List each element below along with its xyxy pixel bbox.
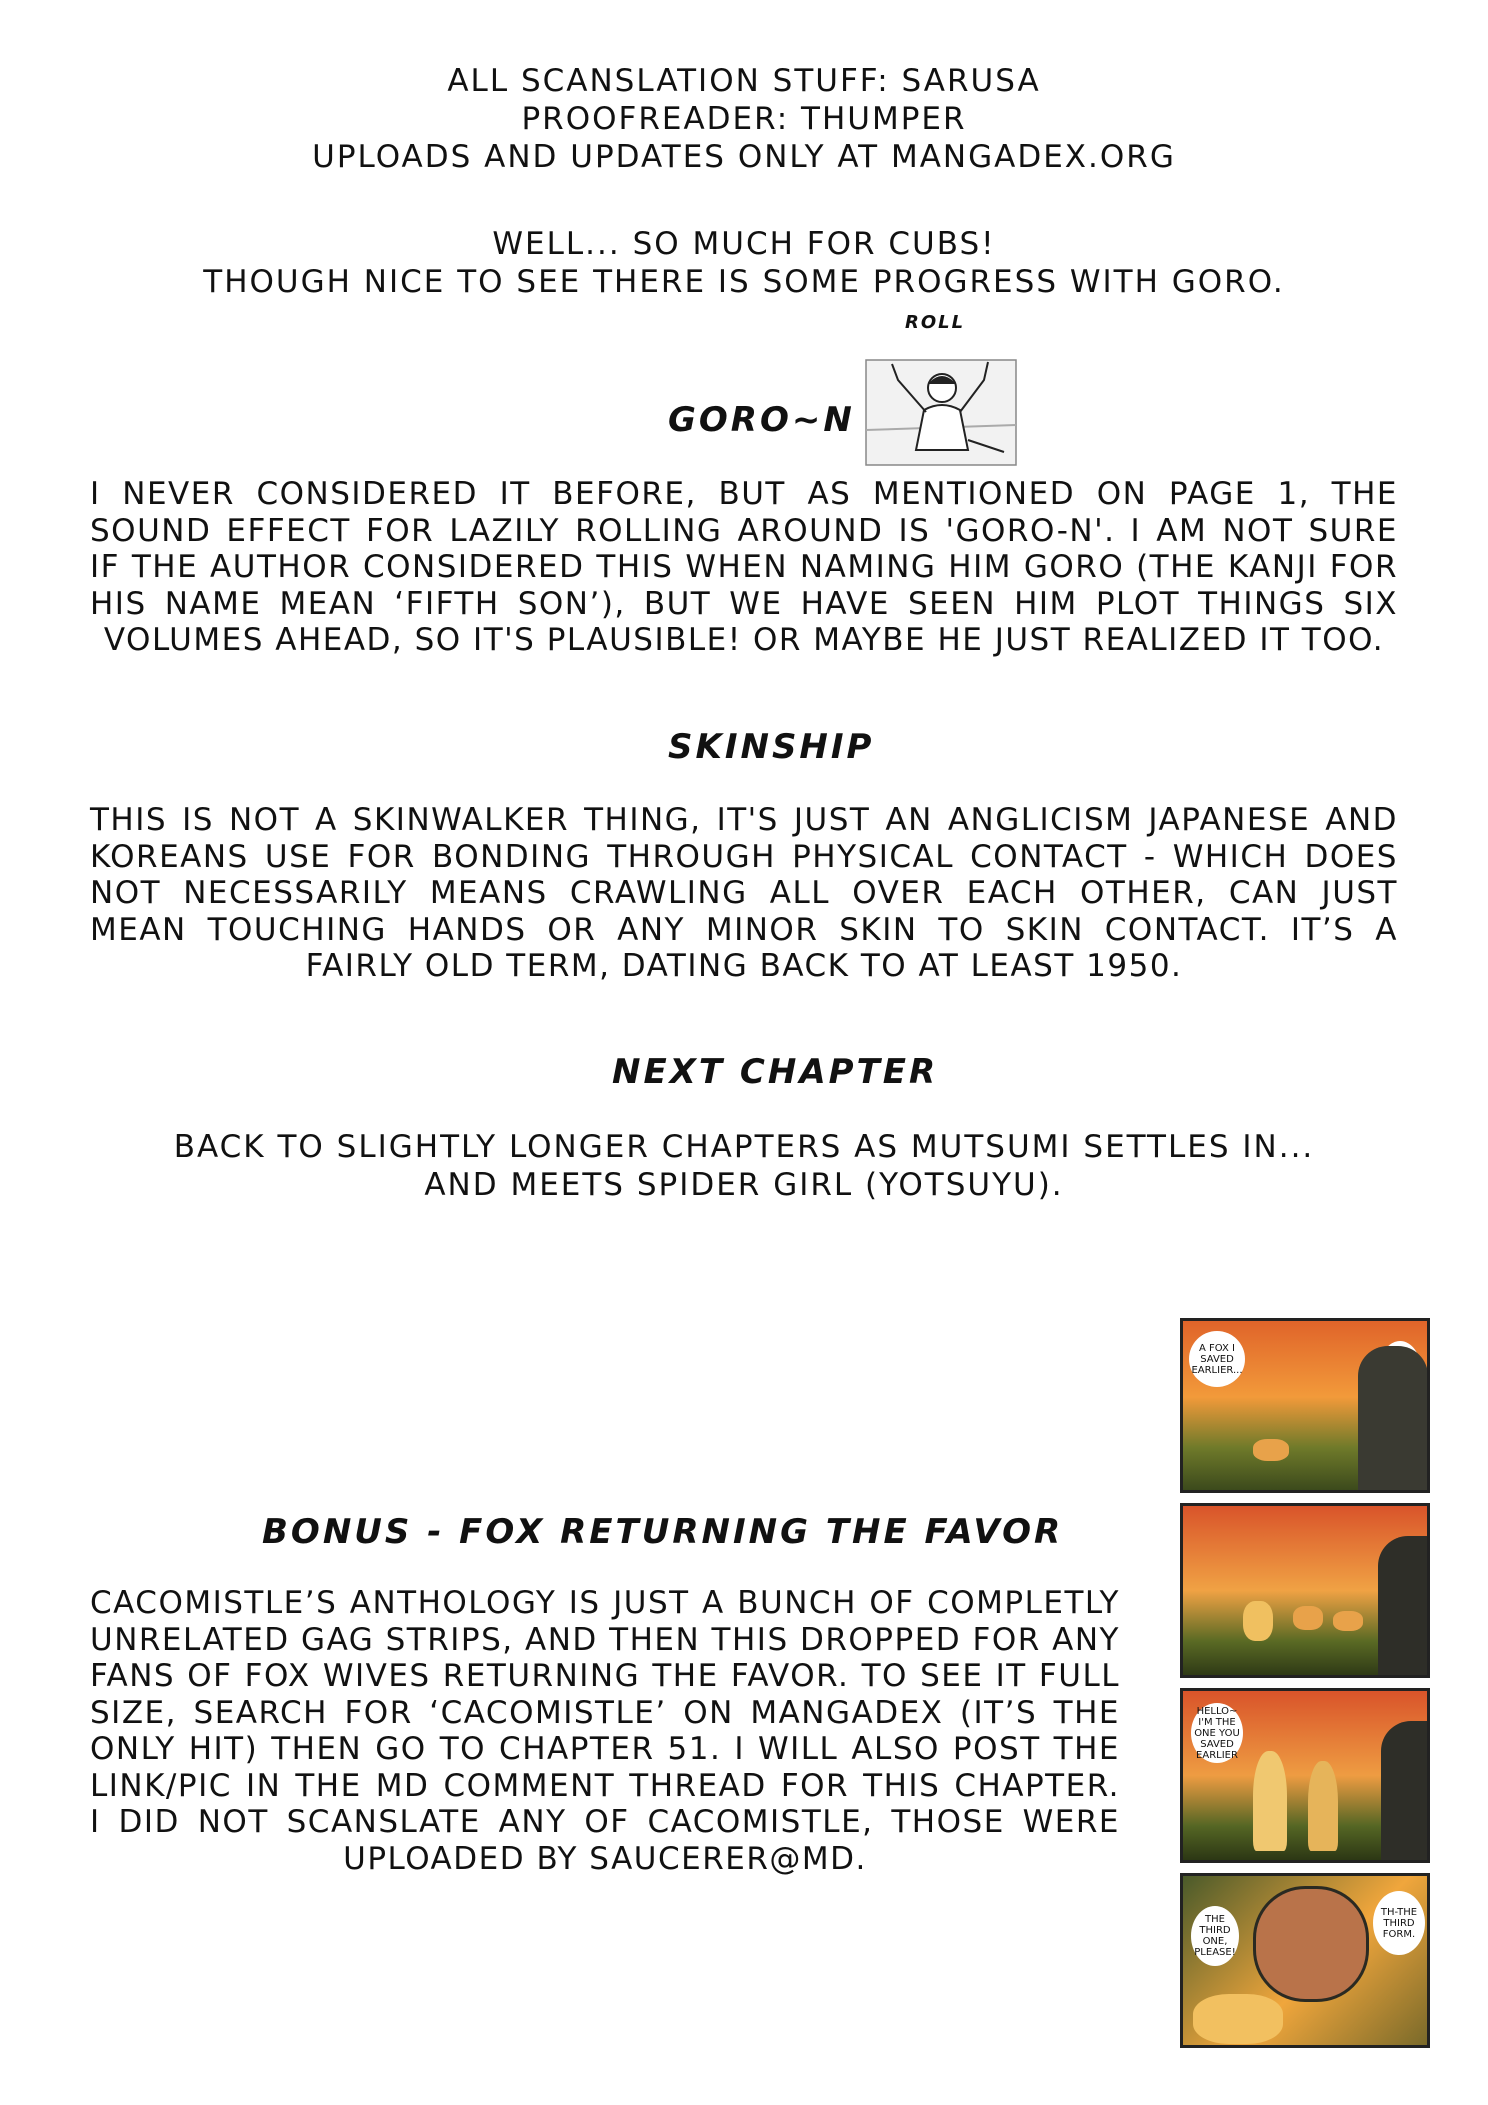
speech-bubble: A FOX I SAVED EARLIER...	[1189, 1331, 1245, 1387]
man-silhouette	[1381, 1721, 1430, 1863]
man-silhouette	[1358, 1346, 1428, 1493]
comic-panel-4	[1180, 1873, 1430, 2048]
section-body-next	[0, 1128, 1488, 1204]
speech-bubble: HELLO~ I'M THE ONE YOU SAVED EARLIER	[1191, 1703, 1243, 1763]
intro-line: THOUGH NICE TO SEE THERE IS SOME PROGRESS WITH GORO.	[203, 264, 1285, 300]
next-line: AND MEETS SPIDER GIRL (YOTSUYU).	[424, 1167, 1064, 1203]
section-body-bonus: CACOMISTLE’S ANTHOLOGY IS JUST A BUNCH OF COMPLETLY UNRELATED GAG STRIPS, AND THEN THIS DROPPED FOR ANY FANS OF FOX WIVES RETURNING THE FAVOR. TO SEE IT FULL SIZE, SEARCH FOR ‘CACOMISTLE’ ON MANGADEX (IT’S THE ONLY HIT) THEN GO TO CHAPTER 51. I WILL ALSO POST THE LINK/PIC IN THE MD COMMENT THREAD FOR THIS CHAPTER. I DID NOT SCANSLATE ANY OF CACOMISTLE, THOSE WERE UPLOADED BY SAUCERER@MD.	[90, 1585, 1120, 1877]
roll-sfx: ROLL	[905, 312, 966, 333]
comic-panel-2	[1180, 1503, 1430, 1678]
section-title-bonus: BONUS - FOX RETURNING THE FAVOR	[262, 1512, 1064, 1552]
next-line: BACK TO SLIGHTLY LONGER CHAPTERS AS MUTSUMI SETTLES IN...	[173, 1129, 1315, 1165]
section-title-skinship: SKINSHIP	[668, 727, 875, 767]
man-face	[1253, 1886, 1369, 2002]
credit-line: ALL SCANSLATION STUFF: SARUSA	[447, 63, 1041, 99]
rolling-man-sketch	[864, 340, 1024, 470]
intro	[0, 225, 1488, 301]
fox-figure	[1193, 1994, 1283, 2044]
comic-panel-3	[1180, 1688, 1430, 1863]
fox-figure	[1293, 1606, 1323, 1630]
intro-line: WELL... SO MUCH FOR CUBS!	[492, 226, 996, 262]
comic-panel-1	[1180, 1318, 1430, 1493]
man-silhouette	[1378, 1536, 1430, 1678]
section-title-next: NEXT CHAPTER	[612, 1052, 939, 1092]
fox-figure	[1243, 1601, 1273, 1641]
credits	[0, 62, 1488, 176]
credit-line: PROOFREADER: THUMPER	[521, 101, 967, 137]
fox-figure	[1333, 1611, 1363, 1631]
section-body-skinship: THIS IS NOT A SKINWALKER THING, IT'S JUST AN ANGLICISM JAPANESE AND KOREANS USE FOR BONDING THROUGH PHYSICAL CONTACT - WHICH DOES NOT NECESSARILY MEANS CRAWLING ALL OVER EACH OTHER, CAN JUST MEAN TOUCHING HANDS OR ANY MINOR SKIN TO SKIN CONTACT. IT’S A FAIRLY OLD TERM, DATING BACK TO AT LEAST 1950.	[90, 802, 1398, 984]
section-title-goro: GORO~N	[668, 400, 855, 440]
fox-girl-figure	[1308, 1761, 1338, 1851]
fox-figure	[1253, 1439, 1289, 1461]
speech-bubble: TH-THE THIRD FORM.	[1373, 1891, 1425, 1955]
fox-girl-figure	[1253, 1751, 1287, 1851]
credit-line: UPLOADS AND UPDATES ONLY AT MANGADEX.ORG	[312, 139, 1176, 175]
section-body-goro: I NEVER CONSIDERED IT BEFORE, BUT AS MENTIONED ON PAGE 1, THE SOUND EFFECT FOR LAZILY ROLLING AROUND IS 'GORO-N'. I AM NOT SURE IF THE AUTHOR CONSIDERED THIS WHEN NAMING HIM GORO (THE KANJI FOR HIS NAME MEAN ‘FIFTH SON’), BUT WE HAVE SEEN HIM PLOT THINGS SIX VOLUMES AHEAD, SO IT'S PLAUSIBLE! OR MAYBE HE JUST REALIZED IT TOO.	[90, 476, 1398, 658]
speech-bubble: THE THIRD ONE, PLEASE!	[1191, 1906, 1239, 1966]
